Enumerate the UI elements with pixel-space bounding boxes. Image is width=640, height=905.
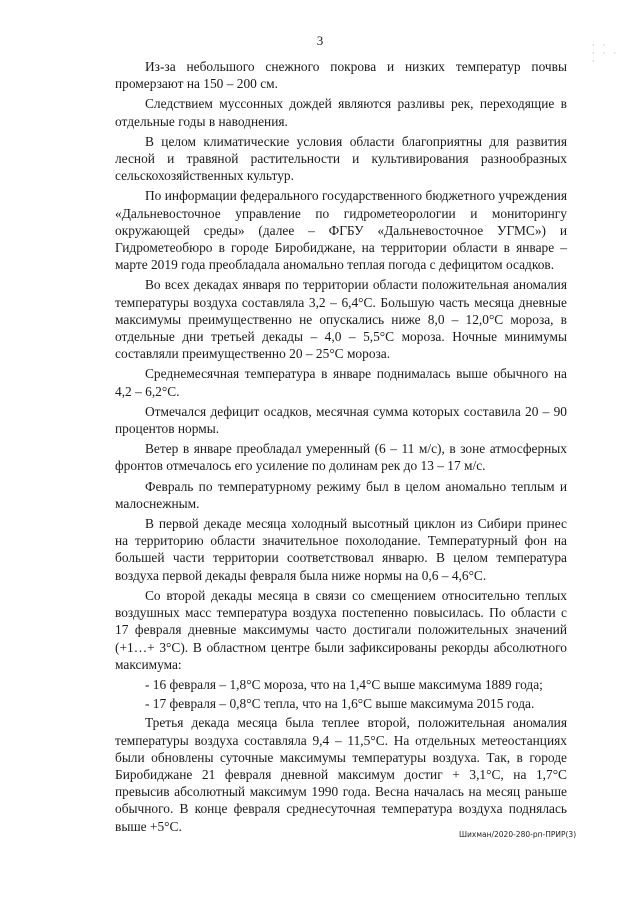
paragraph: Среднемесячная температура в январе поднималась выше обычного на 4,2 – 6,2°С.	[115, 366, 567, 399]
paragraph: Отмечался дефицит осадков, месячная сумма которых составила 20 – 90 процентов нормы.	[115, 403, 567, 437]
paragraph: Февраль по температурному режиму был в целом аномально теплым и малоснежным.	[115, 478, 567, 511]
paragraph: Во всех декадах января по территории области положительная аномалия температуры воздуха составляла 3,2 – 6,4°С. Большую часть месяца дневные максимумы преимущественно не опускались ниже 8,0 – 12,0°С мороза, в отдельные дни третьей декады – 4,0 – 5,5°С мороза. Ночные минимумы составляли преимущественно 20 – 25°С мороза.	[115, 277, 567, 362]
list-item: - 17 февраля – 0,8°С тепла, что на 1,6°С выше максимума 2015 года.	[145, 696, 535, 712]
paragraph: В первой декаде месяца холодный высотный циклон из Сибири принес на территорию области значительное похолодание. Температурный фон на большей части территории соответствовал январю. В целом температура воздуха первой декады февраля была ниже нормы на 0,6 – 4,6°С.	[115, 516, 567, 583]
paragraph: По информации федерального государственного бюджетного учреждения «Дальневосточное управление по гидрометеорологии и мониторингу окружающей среды» (далее – ФГБУ «Дальневосточное УГМС») и Гидрометеобюро в городе Биробиджане, на территории области в январе – марте 2019 года преобладала аномально теплая погода с дефицитом осадков.	[115, 188, 567, 273]
document-body	[115, 58, 567, 838]
paragraph: В целом климатические условия области благоприятны для развития лесной и травяной растительности и культивирования разнообразных сельскохозяйственных культур.	[115, 133, 567, 184]
scan-specks: · · · · · ·	[592, 41, 619, 66]
paragraph: Из-за небольшого снежного покрова и низких температур почвы промерзают на 150 – 200 см.	[115, 59, 567, 92]
document-code: Шихман/2020-280-рп-ПРИР(3)	[459, 830, 577, 839]
paragraph: Ветер в январе преобладал умеренный (6 – 11 м/с), в зоне атмосферных фронтов отмечалось его усиление по долинам рек до 13 – 17 м/с.	[115, 441, 567, 474]
paragraph: Со второй декады месяца в связи со смещением относительно теплых воздушных масс температура воздуха постепенно повысилась. По области с 17 февраля дневные максимумы часто достигали положительных значений (+1…+ 3°С). В областном центре были зафиксированы рекорды абсолютного максимума:	[115, 587, 567, 672]
list-item: - 16 февраля – 1,8°С мороза, что на 1,4°С выше максимума 1889 года;	[145, 676, 543, 692]
paragraph: Следствием муссонных дождей являются разливы рек, переходящие в отдельные годы в наводнения.	[115, 96, 567, 129]
paragraph: Третья декада месяца была теплее второй, положительная аномалия температуры воздуха составляла 9,4 – 11,5°С. На отдельных метеостанциях были обновлены суточные максимумы температуры воздуха. Так, в городе Биробиджане 21 февраля дневной максимум достиг + 3,1°С, на 1,7°С превысив абсолютный максимум 1990 года. Весна началась на месяц раньше обычного. В конце февраля среднесуточная температура воздуха поднялась выше +5°С.	[115, 715, 567, 834]
page-number: 3	[316, 33, 324, 48]
